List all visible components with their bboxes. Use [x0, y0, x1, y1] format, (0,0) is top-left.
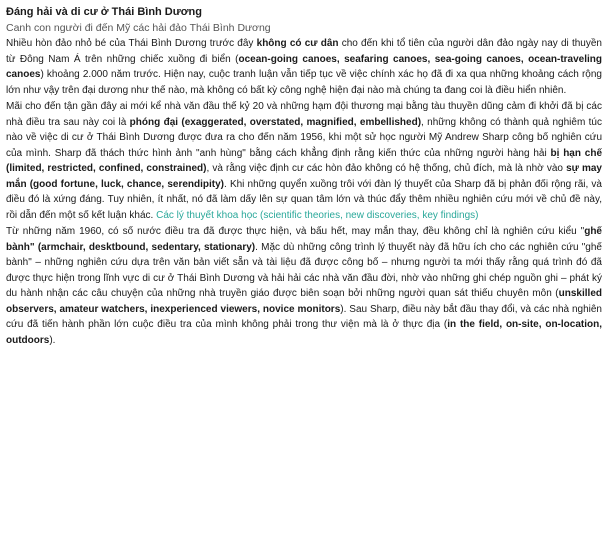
- text-run: Nhiều hòn đảo nhỏ bé của Thái Bình Dương trước đây: [6, 38, 257, 49]
- text-run: ). Sau Sharp, điều này bắt đầu thay đổi, và các nhà nghiên cứu đã tiến hành phần lớn cuộc điều tra của mình không phải trong thư viện mà là ở thực địa (: [6, 303, 602, 330]
- document-subtitle: Canh con người đi đến Mỹ các hải đảo Thái Bình Dương: [6, 22, 271, 34]
- bold-term: unskilled observers, amateur watchers, inexperienced viewers, novice monitors: [6, 288, 602, 315]
- text-run: . Mặc dù những công trình lý thuyết này đã hữu ích cho các nghiên cứu "ghế bành" – những nghiên cứu dựa trên văn bản viết sẵn và tài liệu đã được công bố – nhưng người ta mới thấy rằng quá trình đó đã được thực hiện trong lĩnh vực di cư ở Thái Bình Dương và hải hải các nhà văn đầu đời, nhờ vào những ghi chép nguồn ghi – phát ký du hành nhận các câu chuyện của những nhà truyền giáo được biên soạn bởi những người quan sát thiếu chuyên môn (: [6, 241, 602, 299]
- bold-term: ghế bành" (armchair, desktbound, sedentary, stationary): [6, 226, 602, 253]
- highlight-link[interactable]: Các lý thuyết khoa học (scientific theories, new discoveries, key findings): [156, 209, 479, 221]
- paragraph-1: [6, 36, 602, 98]
- paragraph-2: [6, 99, 602, 223]
- text-run: . Khi những quyển xuồng trôi với đàn lý thuyết của Sharp đã bị phản đối rộng rãi, và điều đó là xứng đáng. Tuy nhiên, ít nhất, nó đã làm dấy lên sự quan tâm lớn và thúc đẩy thêm nhiều nghiên cứu mới về chủ đề này, rồi dẫn đến một số kết luận khác.: [6, 178, 602, 221]
- document-body: [6, 36, 602, 348]
- bold-term: sự may mắn (good fortune, luck, chance, serendipity): [6, 163, 602, 190]
- bold-term: bị hạn chế (limited, restricted, confined, constrained): [6, 147, 603, 174]
- document-title: Đáng hải và di cư ở Thái Bình Dương: [6, 6, 202, 18]
- text-run: Từ những năm 1960, có số nước điều tra đã được thực hiện, và bấu hết, may mắn thay, đều không chỉ là nghiên cứu kiểu ": [6, 226, 585, 237]
- bold-term: không có cư dân: [256, 38, 339, 49]
- text-run: ) khoảng 2.000 năm trước. Hiện nay, cuộc tranh luận vẫn tiếp tục về việc chính xác họ đã đi xa qua những khoảng cách rộng lớn như vậy trên đại dương như thế nào, mà không có bất kỳ công nghệ hiện đại nào mà chúng ta đang coi là điều hiển nhiên.: [6, 69, 602, 96]
- text-run: ).: [49, 334, 56, 346]
- text-run: cho đến khi tổ tiên của người dân đảo ngày nay di thuyền từ Đông Nam Á trên những chiếc xuồng đi biển (: [6, 38, 602, 65]
- bold-term: phóng đại (exaggerated, overstated, magnified, embellished): [129, 116, 422, 128]
- text-run: , và rằng việc định cư các hòn đảo không có hệ thống, chủ đích, mà là nhờ vào: [206, 163, 567, 174]
- text-run: , những không có thành quả nghiêm túc nào về việc di cư ở Thái Bình Dương được đưa ra cho đến năm 1956, khi một sử học người Mỹ Andrew Sharp công bố nghiên cứu của mình. Sharp đã thách thức hình ảnh "anh hùng" bằng cách khẳng định rằng kiến thức của những người hàng hải: [6, 116, 602, 159]
- paragraph-3: [6, 224, 602, 348]
- text-run: Mãi cho đến tận gần đây ai mới kể nhà văn đầu thế kỷ 20 và những hạm đội thương mại bằng tàu thuyền dũng cảm đi khởi đã bị các nhà điều tra sau này coi là: [6, 101, 602, 128]
- bold-term: ocean-going canoes, seafaring canoes, sea-going canoes, ocean-traveling canoes: [6, 53, 602, 80]
- bold-term: in the field, on-site, on-location, outdoors: [6, 319, 603, 346]
